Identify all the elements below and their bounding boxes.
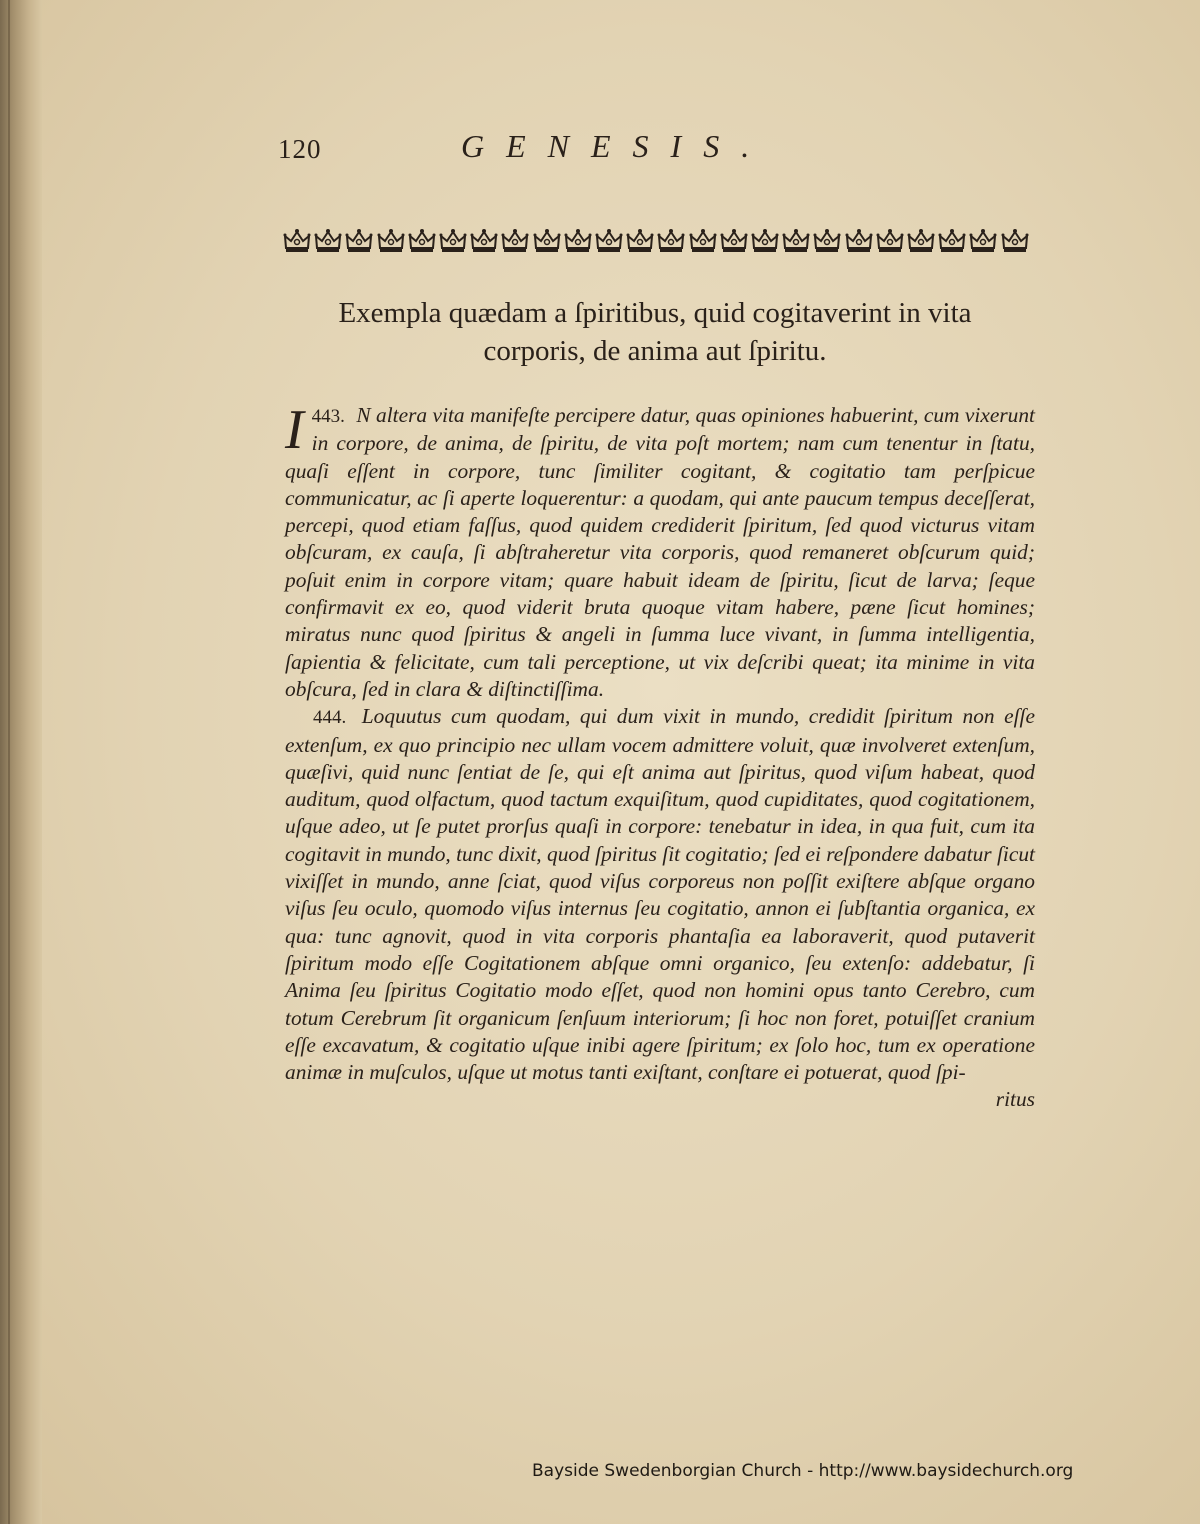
paragraph-number: 444. xyxy=(313,707,347,729)
section-title-line-1: Exempla quædam a ſpiritibus, quid cogitaverint in vita xyxy=(338,297,972,329)
crown-icon xyxy=(875,226,905,256)
crown-icon xyxy=(594,226,624,256)
book-gutter xyxy=(0,0,42,1524)
crown-icon xyxy=(750,226,780,256)
crown-icon xyxy=(282,226,312,256)
crown-icon xyxy=(812,226,842,256)
crown-icon xyxy=(688,226,718,256)
drop-cap: I xyxy=(285,399,304,461)
page-header xyxy=(275,128,1035,172)
section-title-line-2: corporis, de anima aut ſpiritu. xyxy=(483,335,827,367)
crown-icon xyxy=(968,226,998,256)
paragraph-number: 443. xyxy=(311,406,345,427)
page-number: 120 xyxy=(278,134,322,164)
crown-icon xyxy=(344,226,374,256)
paragraph-text: N altera vita manifeſte percipere datur, quas opiniones habuerint, cum vixerunt in corpore, de anima, de ſpiritu, de vita poſt mortem; nam cum tenentur in ſtatu, quaſi eſſent in corpore, tunc ſimiliter cogitant, & cogitatio tam perſpicue communicatur, ac ſi aperte loquerentur: a quodam, qui ante paucum tempus deceſſerat, percepi, quod etiam faſſus, quod quidem crediderit ſpiritum, ſed quod victurus vitam obſcuram, ex cauſa, ſi abſtraheretur vita corporis, quod remaneret obſcurum quid; poſuit enim in corpore vitam; quare habuit ideam de ſpiritu, ſicut de larva; ſeque confirmavit ex eo, quod viderit bruta quoque vitam habere, pæne ſicut homines; miratus nunc quod ſpiritus & angeli in ſumma luce vivant, in ſumma intelligentia, ſapientia & felicitate, cum tali perceptione, ut vix deſcribi queat; ita minime in vita obſcura, ſed in clara & diſtinctiſſima. xyxy=(285,403,1035,701)
crown-icon xyxy=(656,226,686,256)
paragraph-text: Loquutus cum quodam, qui dum vixit in mundo, credidit ſpiritum non eſſe extenſum, ex quo principio nec ullam vocem admittere voluit, quæ involveret extenſum, quæſivi, quid nunc ſentiat de ſe, qui eſt anima aut ſpiritus, quod viſum habeat, quod auditum, quod olfactum, quod tactum exquiſitum, quod cupiditates, quod cogitationem, uſque adeo, ut ſe putet prorſus quaſi in corpore: tenebatur in idea, in qua fuit, cum ita cogitavit in mundo, tunc dixit, quod ſpiritus ſit cogitatio; ſed ei reſpondere dabatur ſicut vixiſſet in mundo, anne ſciat, quod viſus corporeus non poſſit exiſtere abſque organo viſus ſeu oculo, quomodo viſus internus ſeu cogitatio, annon ei ſubſtantia organica, ex qua: tunc agnovit, quod in vita corporis phantaſia ea laboraverit, quod putaverit ſpiritum modo eſſe Cogitationem abſque omni organico, ſeu extenſo: addebatur, ſi Anima ſeu ſpiritus Cogitatio modo eſſet, quod non homini opus tanto Cerebro, cum totum Cerebrum ſit organicum ſenſuum interiorum; ſi hoc non foret, potuiſſet cranium eſſe excavatum, & cogitatio uſque inibi agere ſpiritum; ex ſolo hoc, tum ex operatione animæ in muſculos, uſque ut motus tanti exiſtant, conſtare ei potuerat, quod ſpi- xyxy=(285,704,1035,1085)
crown-icon xyxy=(469,226,499,256)
paragraph-443 xyxy=(285,399,1035,703)
crown-icon xyxy=(1000,226,1030,256)
crown-ornament-row xyxy=(282,223,1030,259)
catchword: ritus xyxy=(995,1087,1035,1112)
crown-icon xyxy=(781,226,811,256)
crown-icon xyxy=(563,226,593,256)
crown-icon xyxy=(719,226,749,256)
footer-credit: Bayside Swedenborgian Church - http://www.baysidechurch.org xyxy=(532,1461,1074,1481)
crown-icon xyxy=(625,226,655,256)
crown-icon xyxy=(438,226,468,256)
crown-icon xyxy=(376,226,406,256)
section-title xyxy=(275,294,1035,370)
crown-icon xyxy=(906,226,936,256)
crown-icon xyxy=(407,226,437,256)
crown-icon xyxy=(500,226,530,256)
crown-icon xyxy=(313,226,343,256)
crown-icon xyxy=(532,226,562,256)
paragraph-444 xyxy=(285,703,1035,1086)
page-edge xyxy=(8,0,10,1524)
running-head: GENESIS. xyxy=(461,128,772,164)
crown-icon xyxy=(844,226,874,256)
body-text xyxy=(285,399,1035,1114)
crown-icon xyxy=(937,226,967,256)
